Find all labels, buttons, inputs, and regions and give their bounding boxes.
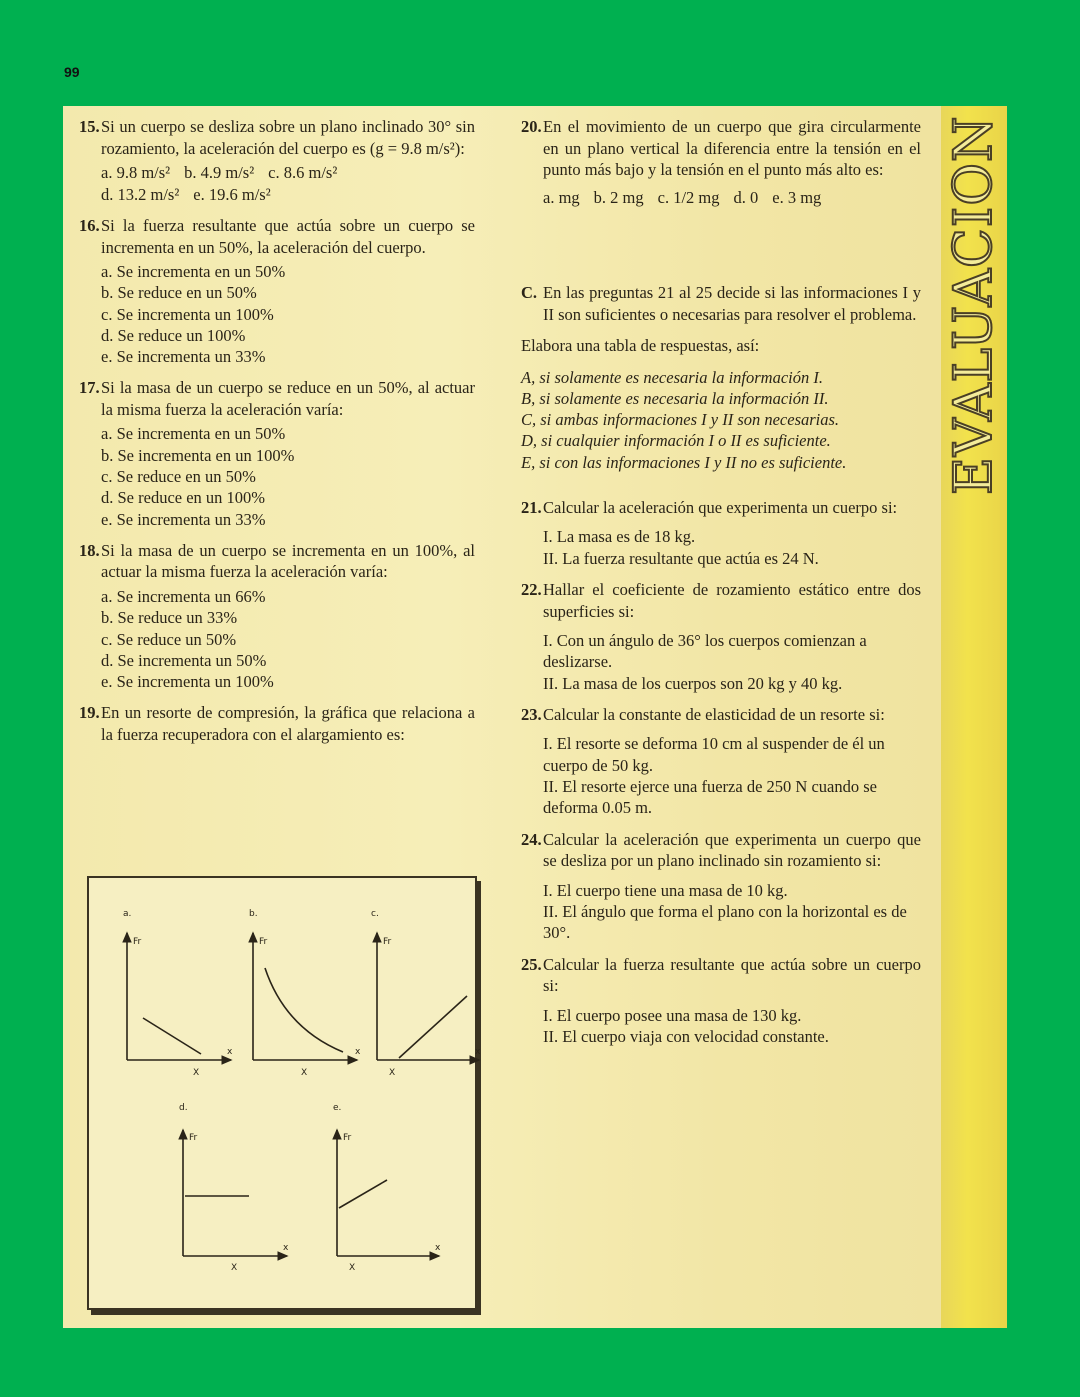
- code-c: C, si ambas informaciones I y II son necesarias.: [521, 410, 840, 430]
- section-text: En las preguntas 21 al 25 decide si las informaciones I y II son suficientes o necesarias para resolver el problema.: [543, 283, 921, 324]
- graph-b-label: b.: [249, 909, 258, 919]
- question-text: Si la masa de un cuerpo se reduce en un 50%, al actuar la misma fuerza la aceleración varía:: [101, 378, 475, 419]
- graph-c: [377, 933, 479, 1060]
- question-24: [521, 829, 921, 944]
- item-ii: II. La masa de los cuerpos son 20 kg y 40 kg.: [543, 673, 843, 693]
- graph-e-ylabel: Fr: [343, 1133, 352, 1143]
- option-d: d. 0: [733, 187, 759, 207]
- graph-a-xlabel: x: [227, 1047, 233, 1057]
- question-23: [521, 704, 921, 819]
- question-number: 22.: [521, 580, 542, 600]
- option-e: e. Se incrementa un 100%: [101, 672, 274, 692]
- question-20: [521, 116, 921, 208]
- question-number: 16.: [79, 216, 100, 235]
- code-e: E, si con las informaciones I y II no es suficiente.: [521, 452, 847, 472]
- item-i: I. El resorte se deforma 10 cm al suspender de él un cuerpo de 50 kg.: [543, 734, 885, 775]
- question-number: 17.: [79, 378, 100, 398]
- graph-b-xtick: X: [301, 1068, 308, 1078]
- graph-a-label: a.: [123, 909, 132, 919]
- question-text: Si la fuerza resultante que actúa sobre un cuerpo se incrementa en un 50%, la aceleración del cuerpo.: [101, 216, 475, 257]
- code-a: A, si solamente es necesaria la información I.: [521, 367, 823, 387]
- table-instructions: Elabora una tabla de respuestas, así:: [521, 336, 760, 355]
- question-16: [79, 215, 475, 367]
- option-d: d. 13.2 m/s²: [101, 184, 180, 204]
- right-column: [521, 116, 921, 1057]
- option-d: d. Se incrementa un 50%: [101, 650, 267, 670]
- graph-c-ylabel: Fr: [383, 937, 392, 947]
- option-a: a. Se incrementa un 66%: [101, 586, 266, 606]
- question-text: Si un cuerpo se desliza sobre un plano inclinado 30° sin rozamiento, la aceleración del cuerpo es (g = 9.8 m/s²):: [101, 117, 475, 158]
- option-b: b. Se reduce en un 50%: [101, 283, 257, 303]
- option-b: b. Se incrementa en un 100%: [101, 445, 295, 465]
- option-b: b. 2 mg: [593, 187, 644, 207]
- item-ii: II. El cuerpo viaja con velocidad constante.: [543, 1026, 829, 1046]
- section-c: [521, 282, 921, 325]
- item-i: I. El cuerpo tiene una masa de 10 kg.: [543, 880, 788, 900]
- option-d: d. Se reduce un 100%: [101, 325, 246, 345]
- item-i: I. La masa es de 18 kg.: [543, 527, 696, 547]
- question-text: Calcular la aceleración que experimenta un cuerpo que se desliza por un plano inclinado sin rozamiento si:: [543, 829, 921, 871]
- graph-a: [127, 933, 231, 1060]
- question-22: [521, 579, 921, 694]
- option-e: e. Se incrementa un 33%: [101, 509, 266, 529]
- item-i: I. El cuerpo posee una masa de 130 kg.: [543, 1005, 802, 1025]
- question-number: 19.: [79, 703, 100, 723]
- option-e: e. Se incrementa un 33%: [101, 347, 266, 367]
- code-d: D, si cualquier información I o II es suficiente.: [521, 431, 831, 451]
- option-e: e. 3 mg: [772, 187, 822, 207]
- code-b: B, si solamente es necesaria la información II.: [521, 388, 829, 408]
- graph-d-label: d.: [179, 1103, 188, 1113]
- page-number: 99: [64, 64, 80, 80]
- question-19: [79, 702, 475, 745]
- option-b: b. Se reduce un 33%: [101, 608, 238, 628]
- option-a: a. 9.8 m/s²: [101, 163, 171, 182]
- section-title: EVALUACION: [944, 116, 1004, 496]
- item-i: I. Con un ángulo de 36° los cuerpos comienzan a deslizarse.: [543, 631, 867, 672]
- graph-c-xlabel: x: [475, 1047, 481, 1057]
- question-number: 21.: [521, 497, 542, 517]
- left-column: [79, 116, 475, 755]
- option-c: c. Se reduce en un 50%: [101, 467, 256, 487]
- graphs-figure: [87, 876, 481, 1310]
- question-number: 23.: [521, 704, 542, 724]
- option-c: c. 8.6 m/s²: [268, 163, 338, 182]
- graph-a-ylabel: Fr: [133, 937, 142, 947]
- graph-e-label: e.: [333, 1103, 342, 1113]
- question-17: [79, 377, 475, 529]
- question-text: Hallar el coeficiente de rozamiento estático entre dos superficies si:: [543, 580, 921, 621]
- option-e: e. 19.6 m/s²: [193, 184, 271, 204]
- question-15: [79, 116, 475, 205]
- answer-code-list: [521, 367, 921, 473]
- evaluation-page: [63, 106, 1007, 1328]
- question-18: [79, 540, 475, 692]
- item-ii: II. El ángulo que forma el plano con la horizontal es de 30°.: [543, 901, 907, 943]
- section-label: C.: [521, 283, 538, 302]
- question-text: En un resorte de compresión, la gráfica que relaciona a la fuerza recuperadora con el alargamiento es:: [101, 703, 475, 744]
- graphs-svg: [89, 878, 481, 1308]
- graph-e: [337, 1130, 439, 1256]
- graph-e-xlabel: x: [435, 1243, 441, 1253]
- graph-e-xtick: X: [349, 1263, 356, 1273]
- graph-b: [253, 933, 357, 1060]
- option-a: a. mg: [543, 187, 580, 207]
- question-text: En el movimiento de un cuerpo que gira circularmente en un plano vertical la diferencia entre la tensión en el punto más bajo y la tensión en el punto más alto es:: [543, 117, 921, 179]
- option-b: b. 4.9 m/s²: [184, 163, 255, 182]
- graph-d: [183, 1130, 287, 1256]
- graph-c-label: c.: [371, 909, 379, 919]
- option-a: a. Se incrementa en un 50%: [101, 424, 286, 444]
- question-21: [521, 497, 921, 569]
- item-ii: II. La fuerza resultante que actúa es 24 N.: [543, 548, 819, 568]
- graph-d-xlabel: x: [283, 1243, 289, 1253]
- graph-d-xtick: X: [231, 1263, 238, 1273]
- option-c: c. Se reduce un 50%: [101, 629, 237, 649]
- graph-d-ylabel: Fr: [189, 1133, 198, 1143]
- item-ii: II. El resorte ejerce una fuerza de 250 N cuando se deforma 0.05 m.: [543, 777, 877, 818]
- option-c: c. Se incrementa un 100%: [101, 304, 274, 324]
- question-25: [521, 954, 921, 1048]
- question-number: 15.: [79, 117, 100, 136]
- question-text: Calcular la aceleración que experimenta un cuerpo si:: [543, 497, 898, 517]
- section-band: [941, 106, 1007, 1328]
- question-number: 18.: [79, 540, 100, 560]
- question-text: Si la masa de un cuerpo se incrementa en un 100%, al actuar la misma fuerza la aceleración varía:: [101, 540, 475, 582]
- question-text: Calcular la fuerza resultante que actúa sobre un cuerpo si:: [543, 954, 921, 996]
- question-number: 20.: [521, 117, 542, 136]
- question-number: 25.: [521, 954, 542, 974]
- option-d: d. Se reduce en un 100%: [101, 488, 266, 508]
- option-c: c. 1/2 mg: [657, 187, 720, 207]
- graph-b-ylabel: Fr: [259, 937, 268, 947]
- graph-c-xtick: X: [389, 1068, 396, 1078]
- option-a: a. Se incrementa en un 50%: [101, 262, 286, 281]
- graph-a-xtick: X: [193, 1068, 200, 1078]
- graph-b-xlabel: x: [355, 1047, 361, 1057]
- question-number: 24.: [521, 829, 542, 849]
- question-text: Calcular la constante de elasticidad de un resorte si:: [543, 704, 885, 724]
